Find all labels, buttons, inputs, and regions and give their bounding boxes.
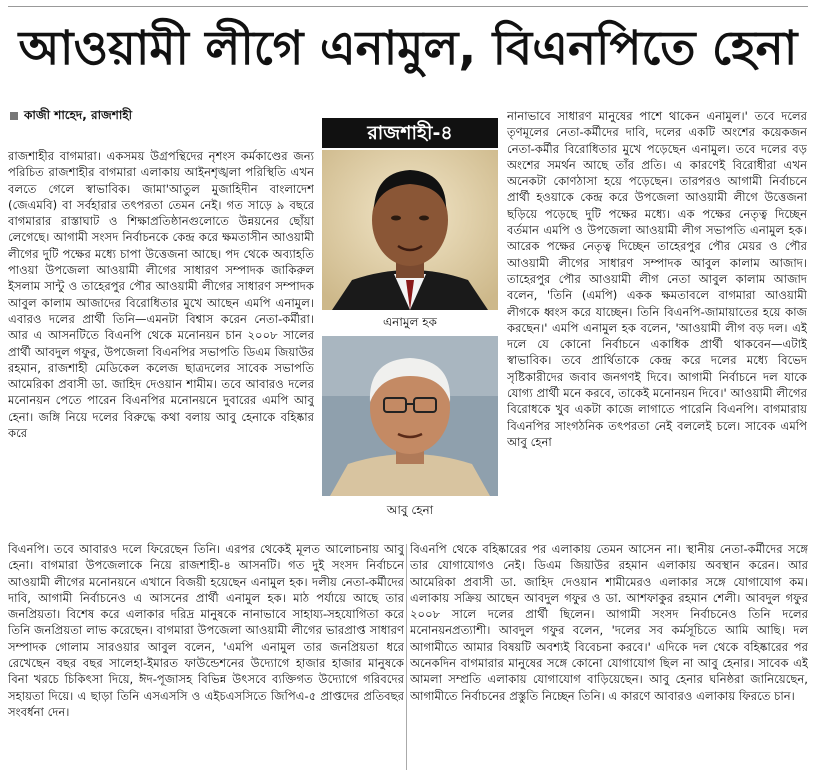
byline: [10, 107, 132, 127]
portrait-image: [322, 150, 498, 310]
article-bottom-left: [8, 541, 404, 771]
bottom-right-text: বিএনপি থেকে বহিষ্কারের পর এলাকায় তেমন আসেন না। স্থানীয় নেতা-কর্মীদের সঙ্গে তার যোগাযোগও নেই। ডিএম জিয়াউর রহমান এলাকায় অবস্থান করেন। আর আমেরিকা প্রবাসী ডা. জাহিদ দেওয়ান শামীমেরও এলাকার সঙ্গে যোগাযোগ কম। এলাকায় সক্রিয় আছেন আবদুল গফুর ও ডা. আশফাকুর রহমান শেলী। আবদুল গফুর ২০০৮ সালে দলের প্রার্থী ছিলেন। আগামী সংসদ নির্বাচনেও তিনি দলের মনোনয়নপ্রত্যাশী। আবদুল গফুর বলেন, 'দলের সব কর্মসূচিতে আমি আছি। দল আগামীতে আমার বিষয়টি অবশ্যই বিবেচনা করবে।' এদিকে দল থেকে বহিষ্কারের পর অনেকদিন বাগমারার মানুষের সঙ্গে কোনো যোগাযোগ ছিল না আবু হেনার। সাবেক এই আমলা সম্প্রতি এলাকায় যোগাযোগ বাড়িয়েছেন। আবু হেনার ঘনিষ্ঠরা জানিয়েছেন, আগামীতে নির্বাচনের প্রস্তুতি নিচ্ছেন তিনি। এ কারণে আবারও এলাকায় ফিরতে চান।: [410, 542, 808, 703]
photo-1-caption: এনামুল হক: [383, 315, 437, 329]
column-1-text: রাজশাহীর বাগমারা। একসময় উগ্রপন্থিদের নৃশংস কর্মকাণ্ডের জন্য পরিচিত রাজশাহীর বাগমারা এলাকায় আইনশৃঙ্খলা পরিস্থিতি এখন বলতে গেলে স্বাভাবিক। জামা'আতুল মুজাহিদীন বাংলাদেশ (জেএমবি) বা সর্বহারার তৎপরতা তেমন নেই। গত সাড়ে ৯ বছরে বাগমারার রাস্তাঘাট ও শিক্ষাপ্রতিষ্ঠানগুলোতে উন্নয়নের ছোঁয়া লেগেছে। আগামী সংসদ নির্বাচনকে কেন্দ্র করে ক্ষমতাসীন আওয়ামী লীগের দুটি পক্ষের মধ্যে চাপা উত্তেজনা আছে। পদ থেকে অব্যাহতি পাওয়া উপজেলা আওয়ামী লীগের সাধারণ সম্পাদক জাকিরুল ইসলাম সান্টু ও তাহেরপুর পৌর আওয়ামী লীগের সাধারণ সম্পাদক আবুল কালাম আজাদের বিরোধিতার মুখে আছেন এমপি এনামুল। এবারও দলের প্রার্থী তিনি—এমনটা বিশ্বাস করেন নেতা-কর্মীরা। আর এ আসনটিতে বিএনপি থেকে মনোনয়ন চান ২০০৮ সালের প্রার্থী আবদুল গফুর, উপজেলা বিএনপির সভাপতি ডিএম জিয়াউর রহমান, রাজশাহী মেডিকেল কলেজ ছাত্রদলের সাবেক সভাপতি আমেরিকা প্রবাসী ডা. জাহিদ দেওয়ান শামীম। তবে আবারও দলের মনোনয়ন পেতে পারেন বিএনপির মনোনয়নে দুবারের এমপি আবু হেনা। জঙ্গি নিয়ে দলের বিরুদ্ধে কথা বলায় আবু হেনাকে বহিষ্কার করে: [8, 149, 314, 441]
bottom-left-text: বিএনপি। তবে আবারও দলে ফিরেছেন তিনি। এরপর থেকেই মূলত আলোচনায় আবু হেনা। বাগমারা উপজেলাকে নিয়ে রাজশাহী-৪ আসনটি। গত দুই সংসদ নির্বাচনে আওয়ামী লীগের মনোনয়নে এখানে বিজয়ী হয়েছেন এনামুল হক। দলীয় নেতা-কর্মীদের দাবি, আগামী নির্বাচনেও এ আসনের প্রার্থী এনামুল হক। মাঠ পর্যায়ে আছে তার জনপ্রিয়তা। বিশেষ করে এলাকার দরিদ্র মানুষকে নানাভাবে সাহায্য-সহযোগিতা করে তিনি জনপ্রিয়তা লাভ করেছেন। বাগমারা উপজেলা আওয়ামী লীগের ভারপ্রাপ্ত সাধারণ সম্পাদক গোলাম সারওয়ার আবুল বলেন, 'এমপি এনামুল তার জনপ্রিয়তা ধরে রেখেছেন বছর বছর সালেহা-ইমারত ফাউন্ডেশনের উদ্যোগে হাজার হাজার মানুষকে বিনা খরচে চিকিৎসা দিয়ে, ঈদ-পূজাসহ বিভিন্ন উৎসবে ব্যক্তিগত উদ্যোগে গরিবদের সহায়তা দিয়ে। এ ছাড়া তিনি এসএসসি ও এইচএসসিতে জিপিএ-৫ প্রাপ্তদের প্রতিবছর সংবর্ধনা দেন।: [8, 542, 404, 719]
column-divider: [406, 544, 407, 770]
article-bottom-right: [410, 541, 808, 771]
byline-text: কাজী শাহেদ, রাজশাহী: [24, 108, 133, 122]
photo-enamul-haque: [322, 150, 498, 310]
portrait-image: [322, 336, 498, 496]
photo-2-caption: আবু হেনা: [386, 503, 434, 517]
column-3-text: নানাভাবে সাধারণ মানুষের পাশে থাকেন এনামুল।' তবে দলের তৃণমূলের নেতা-কর্মীদের দাবি, দলের একটি অংশের কয়েকজন নেতা-কর্মীর বিরোধিতার মুখে পড়েছেন এনামুল। তবে দলের বড় অংশের সমর্থন আছে তাঁর প্রতি। এ কারণেই বিরোধীরা এখন অনেকটা কোণঠাসা হয়ে পড়েছেন। তারপরও আগামী নির্বাচনে প্রার্থী হওয়াকে কেন্দ্র করে উপজেলা আওয়ামী লীগে উত্তেজনা ছড়িয়ে পড়েছে দুটি পক্ষের মধ্যে। এক পক্ষের নেতৃত্ব দিচ্ছেন বর্তমান এমপি ও উপজেলা আওয়ামী লীগ সভাপতি এনামুল হক। আরেক পক্ষের নেতৃত্ব দিচ্ছেন তাহেরপুর পৌর মেয়র ও পৌর আওয়ামী লীগের সাধারণ সম্পাদক আবুল কালাম আজাদ। তাহেরপুর পৌর আওয়ামী লীগ নেতা আবুল কালাম আজাদ বলেন, 'তিনি (এমপি) একক ক্ষমতাবলে বাগমারা আওয়ামী লীগকে ধ্বংস করে যাচ্ছেন। তিনি বিএনপি-জামায়াতের হয়ে কাজ করছেন।' এমপি এনামুল হক বলেন, 'আওয়ামী লীগ বড় দল। এই দলে যে কোনো নির্বাচনে একাধিক প্রার্থী থাকবেন—এটাই স্বাভাবিক। তবে প্রার্থিতাকে কেন্দ্র করে দলের মধ্যে বিভেদ সৃষ্টিকারীদের জবাব জনগণই দিবে। আগামী নির্বাচনে দল যাকে যোগ্য প্রার্থী মনে করবে, তাকেই মনোনয়ন দিবে।' আওয়ামী লীগের বিরোধকে খুব একটা কাজে লাগাতে পারেনি বিএনপি। বাগমারায় বিএনপির সাংগঠনিক তৎপরতা নেই বললেই চলে। সাবেক এমপি আবু হেনা: [507, 109, 807, 449]
headline: আওয়ামী লীগে এনামুল, বিএনপিতে হেনা: [18, 21, 798, 76]
top-rule: [8, 6, 808, 7]
article-column-3: [507, 108, 807, 542]
photo-abu-hena: [322, 336, 498, 496]
constituency-tag: রাজশাহী-৪: [322, 118, 498, 148]
article-column-1: [8, 148, 314, 524]
byline-square-icon: [10, 112, 18, 120]
